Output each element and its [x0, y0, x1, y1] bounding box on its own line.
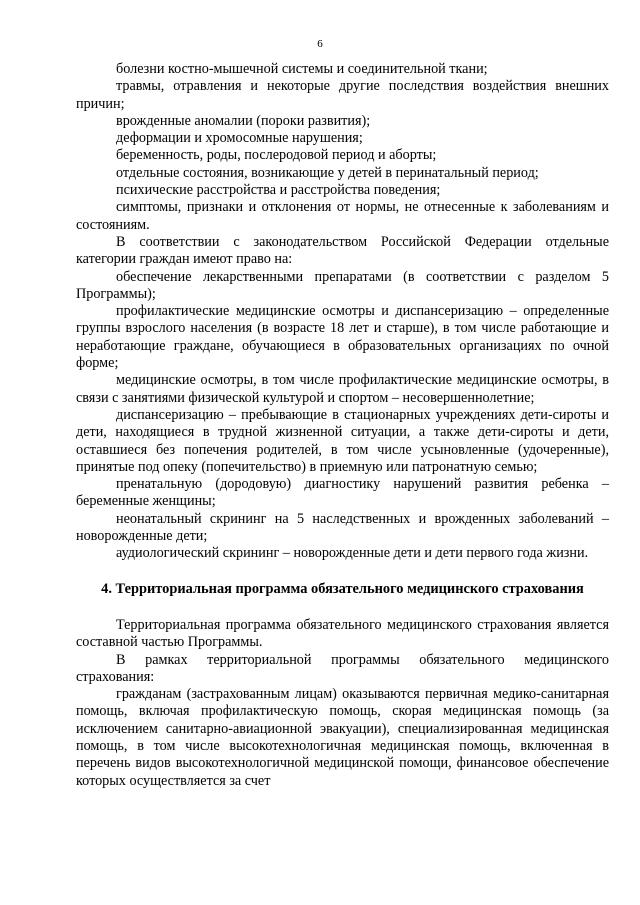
page-number: 6: [317, 38, 323, 50]
paragraph: обеспечение лекарственными препаратами (в соответствии с разделом 5 Программы);: [76, 268, 609, 302]
paragraph: В рамках территориальной программы обязательного медицинского страхования:: [76, 651, 609, 685]
paragraph: профилактические медицинские осмотры и диспансеризацию – определенные группы взрослого населения (в возрасте 18 лет и старше), в том числе работающие и неработающие граждане, обучающиеся в образовательных организациях по очной форме;: [76, 303, 609, 372]
paragraph: симптомы, признаки и отклонения от нормы, не отнесенные к заболеваниям и состояниям.: [76, 199, 609, 233]
section-heading: 4. Территориальная программа обязательного медицинского страхования: [101, 580, 584, 597]
paragraph: травмы, отравления и некоторые другие последствия воздействия внешних причин;: [76, 78, 609, 112]
paragraph: отдельные состояния, возникающие у детей в перинатальный период;: [116, 164, 539, 181]
paragraph: психические расстройства и расстройства поведения;: [116, 182, 441, 199]
paragraph: диспансеризацию – пребывающие в стационарных учреждениях дети-сироты и дети, находящиеся в трудной жизненной ситуации, а также дети-сироты и дети, оставшиеся без попечения родителей, в том числе усыновленные (удочеренные), принятые под опеку (попечительство) в приемную или патронатную семью;: [76, 406, 609, 475]
paragraph: гражданам (застрахованным лицам) оказываются первичная медико-санитарная помощь, включая профилактическую помощь, скорая медицинская помощь (за исключением санитарно-авиационной эвакуации), специализированная медицинская помощь, в том числе высокотехнологичная медицинская помощь, включенная в перечень видов высокотехнологичной медицинской помощи, финансовое обеспечение которых осуществляется за счет: [76, 686, 609, 789]
paragraph: пренатальную (дородовую) диагностику нарушений развития ребенка – беременные женщины;: [76, 476, 609, 510]
paragraph: Территориальная программа обязательного медицинского страхования является составной частью Программы.: [76, 616, 609, 651]
paragraph: деформации и хромосомные нарушения;: [116, 130, 363, 147]
paragraph: врожденные аномалии (пороки развития);: [116, 112, 371, 129]
document-body: [76, 61, 609, 790]
paragraph: болезни костно-мышечной системы и соединительной ткани;: [116, 61, 488, 77]
paragraph: В соответствии с законодательством Российской Федерации отдельные категории граждан имеют право на:: [76, 233, 609, 268]
paragraph: аудиологический скрининг – новорожденные дети и дети первого года жизни.: [116, 545, 589, 562]
paragraph: беременность, роды, послеродовой период и аборты;: [116, 147, 437, 164]
paragraph: медицинские осмотры, в том числе профилактические медицинские осмотры, в связи с занятиями физической культурой и спортом – несовершеннолетние;: [76, 372, 609, 406]
paragraph: неонатальный скрининг на 5 наследственных и врожденных заболеваний – новорожденные дети;: [76, 510, 609, 545]
